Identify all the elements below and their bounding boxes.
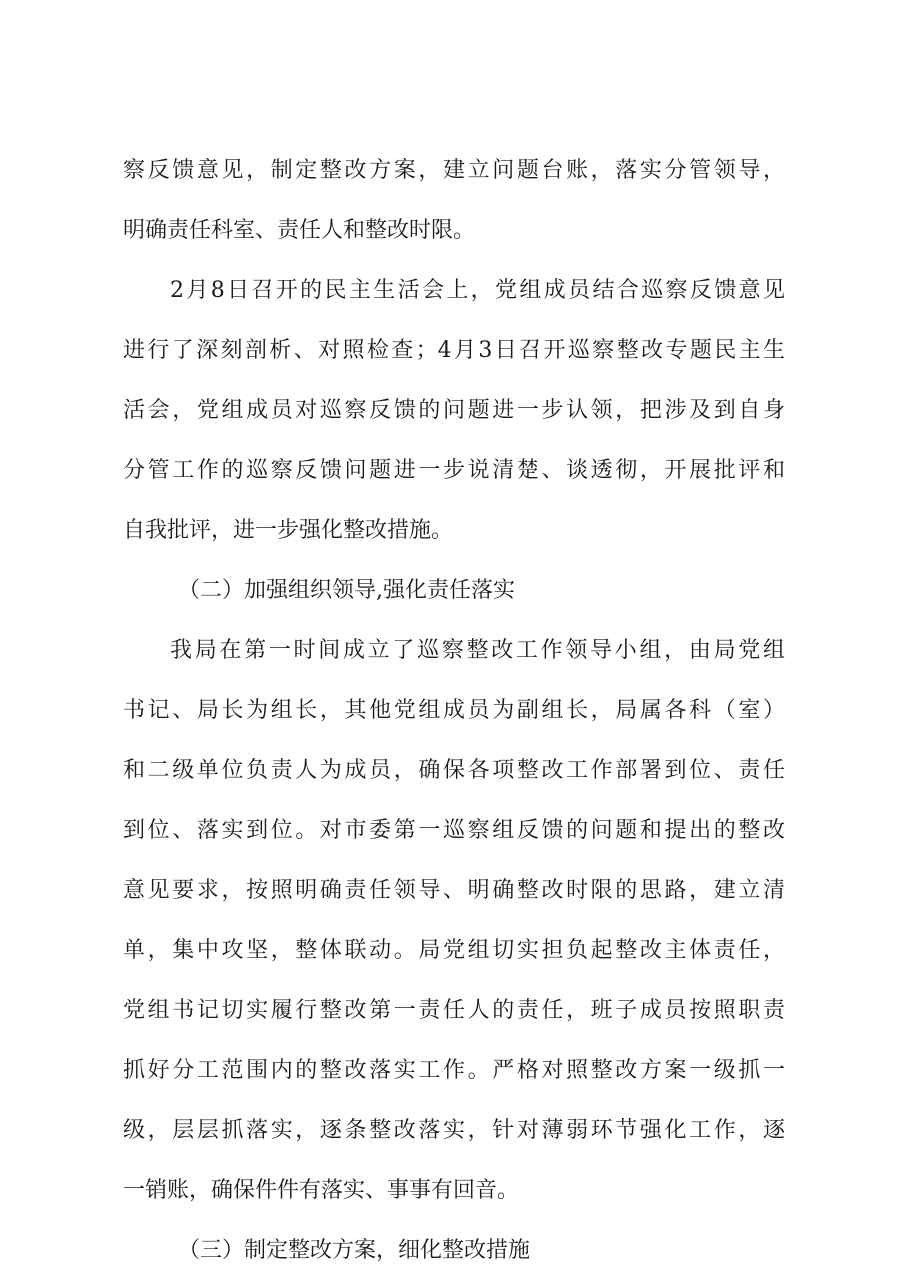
section-heading: （二）加强组织领导,强化责任落实 xyxy=(178,578,515,603)
text-line: 和二级单位负责人为成员，确保各项整改工作部署到位、责任 xyxy=(123,758,785,783)
text-line: 活会，党组成员对巡察反馈的问题进一步认领，把涉及到自身 xyxy=(123,398,785,423)
text-line: 书记、局长为组长，其他党组成员为副组长，局属各科（室） xyxy=(123,698,785,723)
paragraph-first-line: 我局在第一时间成立了巡察整改工作领导小组，由局党组 xyxy=(170,638,785,663)
text-line: 到位、落实到位。对市委第一巡察组反馈的问题和提出的整改 xyxy=(123,818,785,843)
section-heading: （三）制定整改方案，细化整改措施 xyxy=(178,1238,531,1263)
paragraph-first-line: 2月8日召开的民主生活会上，党组成员结合巡察反馈意见 xyxy=(170,278,785,303)
text-line: 级，层层抓落实，逐条整改落实，针对薄弱环节强化工作，逐 xyxy=(123,1118,785,1143)
text-line: 察反馈意见，制定整改方案，建立问题台账，落实分管领导， xyxy=(123,158,785,183)
text-line: 党组书记切实履行整改第一责任人的责任，班子成员按照职责 xyxy=(123,998,785,1023)
text-line: 分管工作的巡察反馈问题进一步说清楚、谈透彻，开展批评和 xyxy=(123,458,785,483)
text-line: 进行了深刻剖析、对照检查；4月3日召开巡察整改专题民主生 xyxy=(123,338,785,363)
text-line: 意见要求，按照明确责任领导、明确整改时限的思路，建立清 xyxy=(123,878,785,903)
text-line: 单，集中攻坚，整体联动。局党组切实担负起整改主体责任， xyxy=(123,938,785,963)
text-line: 明确责任科室、责任人和整改时限。 xyxy=(123,218,476,243)
text-line: 抓好分工范围内的整改落实工作。严格对照整改方案一级抓一 xyxy=(123,1058,785,1083)
text-line: 一销账，确保件件有落实、事事有回音。 xyxy=(123,1178,520,1203)
text-line: 自我批评，进一步强化整改措施。 xyxy=(123,518,454,543)
